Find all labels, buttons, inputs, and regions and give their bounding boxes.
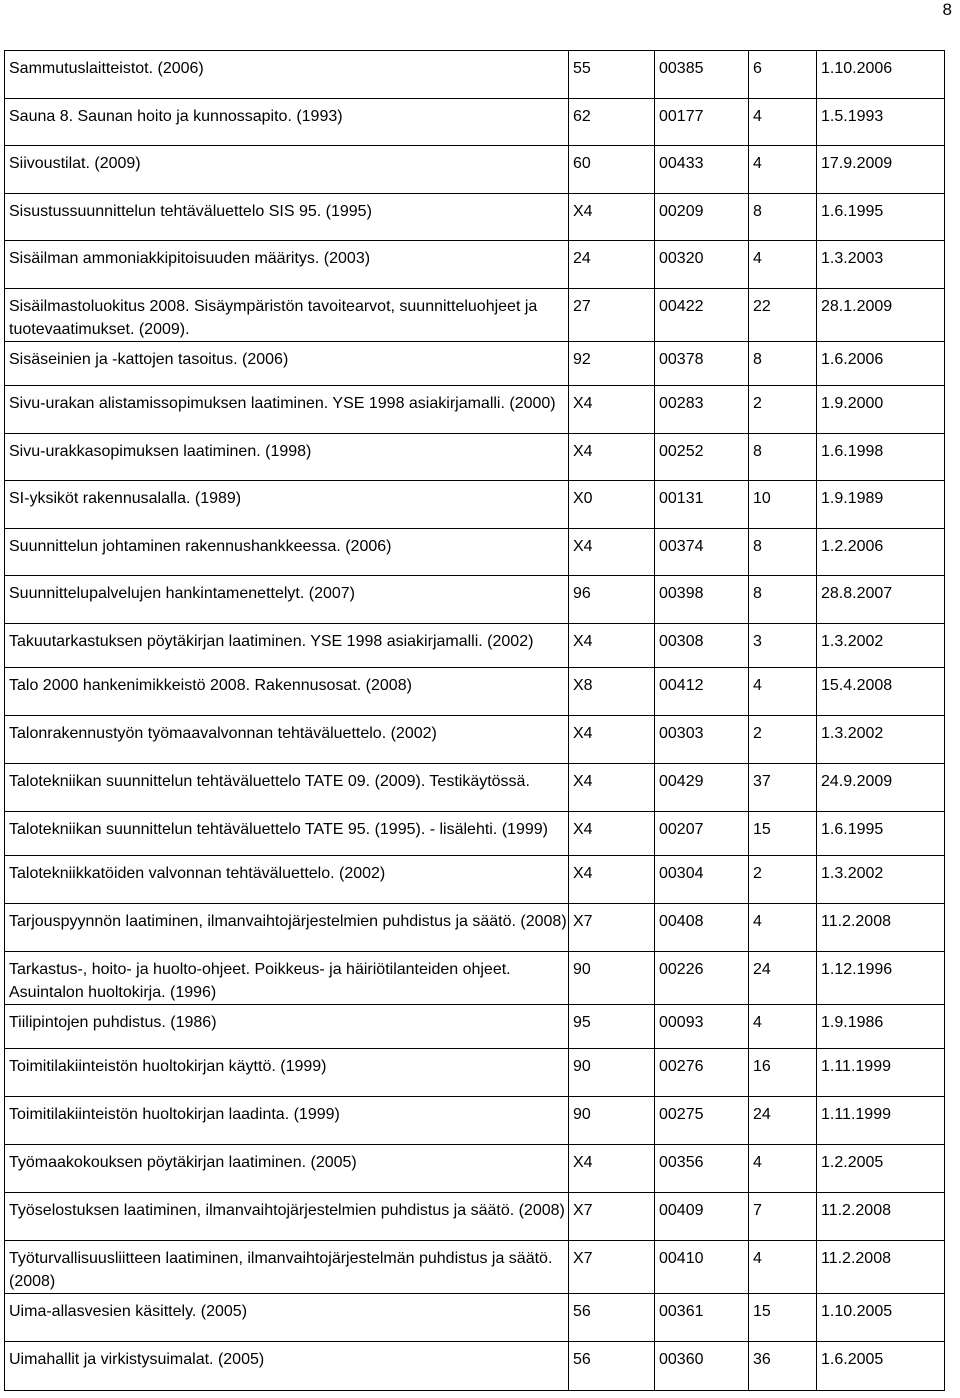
publication-group-code: 90 (569, 1097, 655, 1145)
publication-date: 1.2.2005 (817, 1145, 945, 1193)
publication-group-code: 95 (569, 1005, 655, 1049)
publication-number: 00429 (655, 764, 749, 812)
publication-number: 00385 (655, 51, 749, 99)
publication-date: 1.12.1996 (817, 952, 945, 1005)
publication-group-code: X7 (569, 1241, 655, 1294)
publication-number: 00209 (655, 194, 749, 241)
table-row (5, 576, 945, 624)
publication-date: 1.3.2003 (817, 241, 945, 289)
table-row (5, 1193, 945, 1241)
publication-title: Talotekniikan suunnittelun tehtäväluettelo TATE 09. (2009). Testikäytössä. (5, 764, 569, 812)
table-row (5, 99, 945, 146)
publication-number: 00356 (655, 1145, 749, 1193)
publication-number: 00374 (655, 529, 749, 576)
publication-number: 00412 (655, 668, 749, 716)
publication-page-count: 4 (749, 241, 817, 289)
publication-date: 1.9.1989 (817, 481, 945, 529)
table-row (5, 289, 945, 342)
publication-title: Talotekniikan suunnittelun tehtäväluettelo TATE 95. (1995). - lisälehti. (1999) (5, 812, 569, 856)
table-row (5, 1005, 945, 1049)
table-row (5, 1049, 945, 1097)
publication-title: Talonrakennustyön työmaavalvonnan tehtäväluettelo. (2002) (5, 716, 569, 764)
publication-title: Sivu-urakkasopimuksen laatiminen. (1998) (5, 434, 569, 481)
publication-page-count: 22 (749, 289, 817, 342)
table-row (5, 529, 945, 576)
publication-title: Sammutuslaitteistot. (2006) (5, 51, 569, 99)
publication-number: 00408 (655, 904, 749, 952)
table-row (5, 952, 945, 1005)
publication-group-code: X8 (569, 668, 655, 716)
table-row (5, 668, 945, 716)
publication-page-count: 37 (749, 764, 817, 812)
publication-title: Toimitilakiinteistön huoltokirjan laadinta. (1999) (5, 1097, 569, 1145)
publication-group-code: X4 (569, 812, 655, 856)
publication-title: Toimitilakiinteistön huoltokirjan käyttö. (1999) (5, 1049, 569, 1097)
publication-group-code: X4 (569, 434, 655, 481)
publication-group-code: X4 (569, 624, 655, 668)
publication-page-count: 15 (749, 812, 817, 856)
publication-page-count: 24 (749, 1097, 817, 1145)
publication-group-code: 62 (569, 99, 655, 146)
table-row (5, 146, 945, 194)
publication-number: 00304 (655, 856, 749, 904)
publication-title: Suunnittelupalvelujen hankintamenettelyt. (2007) (5, 576, 569, 624)
publication-date: 17.9.2009 (817, 146, 945, 194)
publication-date: 1.9.2000 (817, 386, 945, 434)
publication-page-count: 4 (749, 1145, 817, 1193)
publication-group-code: X7 (569, 904, 655, 952)
publication-number: 00433 (655, 146, 749, 194)
publication-number: 00303 (655, 716, 749, 764)
publication-title: Sisäilmastoluokitus 2008. Sisäympäristön tavoitearvot, suunnitteluohjeet ja tuotevaatimukset. (2009). (5, 289, 569, 342)
publication-group-code: 90 (569, 1049, 655, 1097)
publication-page-count: 6 (749, 51, 817, 99)
publication-page-count: 4 (749, 668, 817, 716)
publication-date: 1.6.2006 (817, 342, 945, 386)
publication-date: 11.2.2008 (817, 1193, 945, 1241)
publication-title: Sivu-urakan alistamissopimuksen laatiminen. YSE 1998 asiakirjamalli. (2000) (5, 386, 569, 434)
publication-number: 00131 (655, 481, 749, 529)
publication-title: Uima-allasvesien käsittely. (2005) (5, 1294, 569, 1342)
publication-number: 00320 (655, 241, 749, 289)
publication-group-code: 56 (569, 1342, 655, 1391)
publication-title: Uimahallit ja virkistysuimalat. (2005) (5, 1342, 569, 1391)
publication-title: Sisäilman ammoniakkipitoisuuden määritys. (2003) (5, 241, 569, 289)
publication-group-code: 24 (569, 241, 655, 289)
publication-title: Tarjouspyynnön laatiminen, ilmanvaihtojärjestelmien puhdistus ja säätö. (2008) (5, 904, 569, 952)
publication-title: Talotekniikkatöiden valvonnan tehtäväluettelo. (2002) (5, 856, 569, 904)
publication-date: 1.3.2002 (817, 716, 945, 764)
publication-date: 1.3.2002 (817, 624, 945, 668)
publication-title: Sisustussuunnittelun tehtäväluettelo SIS 95. (1995) (5, 194, 569, 241)
publication-page-count: 24 (749, 952, 817, 1005)
publication-title: Tarkastus-, hoito- ja huolto-ohjeet. Poikkeus- ja häiriötilanteiden ohjeet. Asuintalon huoltokirja. (1996) (5, 952, 569, 1005)
publication-title: Sauna 8. Saunan hoito ja kunnossapito. (1993) (5, 99, 569, 146)
publication-page-count: 4 (749, 146, 817, 194)
publication-date: 1.10.2006 (817, 51, 945, 99)
publication-page-count: 4 (749, 99, 817, 146)
publication-date: 1.2.2006 (817, 529, 945, 576)
publication-date: 1.10.2005 (817, 1294, 945, 1342)
table-row (5, 764, 945, 812)
table-row (5, 386, 945, 434)
publication-title: Tiilipintojen puhdistus. (1986) (5, 1005, 569, 1049)
publication-date: 11.2.2008 (817, 904, 945, 952)
publication-group-code: X4 (569, 716, 655, 764)
publication-page-count: 2 (749, 856, 817, 904)
table-row (5, 1241, 945, 1294)
table-row (5, 241, 945, 289)
publication-title: Työmaakokouksen pöytäkirjan laatiminen. (2005) (5, 1145, 569, 1193)
publication-page-count: 16 (749, 1049, 817, 1097)
table-row (5, 856, 945, 904)
publication-title: Siivoustilat. (2009) (5, 146, 569, 194)
table-row (5, 481, 945, 529)
page-number: 8 (942, 0, 952, 19)
publication-date: 15.4.2008 (817, 668, 945, 716)
publication-table (4, 50, 945, 1391)
table-row (5, 716, 945, 764)
publication-title: Takuutarkastuksen pöytäkirjan laatiminen. YSE 1998 asiakirjamalli. (2002) (5, 624, 569, 668)
publication-number: 00361 (655, 1294, 749, 1342)
publication-group-code: X4 (569, 856, 655, 904)
publication-page-count: 10 (749, 481, 817, 529)
table-row (5, 1342, 945, 1391)
publication-number: 00252 (655, 434, 749, 481)
publication-number: 00409 (655, 1193, 749, 1241)
table-row (5, 194, 945, 241)
publication-date: 1.6.1995 (817, 194, 945, 241)
publication-title: Talo 2000 hankenimikkeistö 2008. Rakennusosat. (2008) (5, 668, 569, 716)
publication-date: 11.2.2008 (817, 1241, 945, 1294)
publication-date: 1.5.1993 (817, 99, 945, 146)
publication-number: 00276 (655, 1049, 749, 1097)
publication-title: Työturvallisuusliitteen laatiminen, ilmanvaihtojärjestelmän puhdistus ja säätö. (2008) (5, 1241, 569, 1294)
publication-group-code: X7 (569, 1193, 655, 1241)
publication-group-code: X4 (569, 386, 655, 434)
publication-page-count: 8 (749, 529, 817, 576)
publication-date: 24.9.2009 (817, 764, 945, 812)
publication-group-code: 90 (569, 952, 655, 1005)
publication-page-count: 4 (749, 1241, 817, 1294)
publication-date: 1.3.2002 (817, 856, 945, 904)
table-row (5, 812, 945, 856)
publication-title: Työselostuksen laatiminen, ilmanvaihtojärjestelmien puhdistus ja säätö. (2008) (5, 1193, 569, 1241)
publication-title: Sisäseinien ja -kattojen tasoitus. (2006) (5, 342, 569, 386)
publication-group-code: X4 (569, 764, 655, 812)
publication-group-code: 56 (569, 1294, 655, 1342)
publication-page-count: 15 (749, 1294, 817, 1342)
publication-group-code: 60 (569, 146, 655, 194)
publication-page-count: 2 (749, 716, 817, 764)
publication-group-code: 27 (569, 289, 655, 342)
publication-number: 00093 (655, 1005, 749, 1049)
publication-table-body (5, 51, 945, 1391)
publication-group-code: 92 (569, 342, 655, 386)
publication-group-code: X4 (569, 194, 655, 241)
publication-title: Suunnittelun johtaminen rakennushankkeessa. (2006) (5, 529, 569, 576)
publication-date: 1.6.1998 (817, 434, 945, 481)
publication-page-count: 36 (749, 1342, 817, 1391)
publication-date: 1.11.1999 (817, 1049, 945, 1097)
publication-number: 00308 (655, 624, 749, 668)
publication-group-code: X4 (569, 529, 655, 576)
publication-page-count: 2 (749, 386, 817, 434)
table-row (5, 1294, 945, 1342)
publication-number: 00283 (655, 386, 749, 434)
publication-number: 00226 (655, 952, 749, 1005)
publication-group-code: 96 (569, 576, 655, 624)
table-row (5, 1097, 945, 1145)
publication-number: 00378 (655, 342, 749, 386)
publication-page-count: 8 (749, 342, 817, 386)
publication-page-count: 8 (749, 194, 817, 241)
publication-page-count: 8 (749, 434, 817, 481)
publication-page-count: 7 (749, 1193, 817, 1241)
publication-date: 1.6.2005 (817, 1342, 945, 1391)
table-row (5, 434, 945, 481)
table-row (5, 904, 945, 952)
publication-date: 1.9.1986 (817, 1005, 945, 1049)
publication-date: 28.1.2009 (817, 289, 945, 342)
table-row (5, 1145, 945, 1193)
publication-number: 00275 (655, 1097, 749, 1145)
publication-number: 00422 (655, 289, 749, 342)
table-row (5, 342, 945, 386)
publication-group-code: X0 (569, 481, 655, 529)
publication-page-count: 4 (749, 1005, 817, 1049)
publication-number: 00360 (655, 1342, 749, 1391)
publication-group-code: 55 (569, 51, 655, 99)
publication-date: 1.11.1999 (817, 1097, 945, 1145)
publication-number: 00410 (655, 1241, 749, 1294)
publication-title: SI-yksiköt rakennusalalla. (1989) (5, 481, 569, 529)
publication-group-code: X4 (569, 1145, 655, 1193)
publication-date: 1.6.1995 (817, 812, 945, 856)
publication-number: 00177 (655, 99, 749, 146)
publication-date: 28.8.2007 (817, 576, 945, 624)
publication-page-count: 8 (749, 576, 817, 624)
publication-page-count: 3 (749, 624, 817, 668)
publication-number: 00207 (655, 812, 749, 856)
publication-number: 00398 (655, 576, 749, 624)
table-row (5, 624, 945, 668)
table-row (5, 51, 945, 99)
publication-page-count: 4 (749, 904, 817, 952)
